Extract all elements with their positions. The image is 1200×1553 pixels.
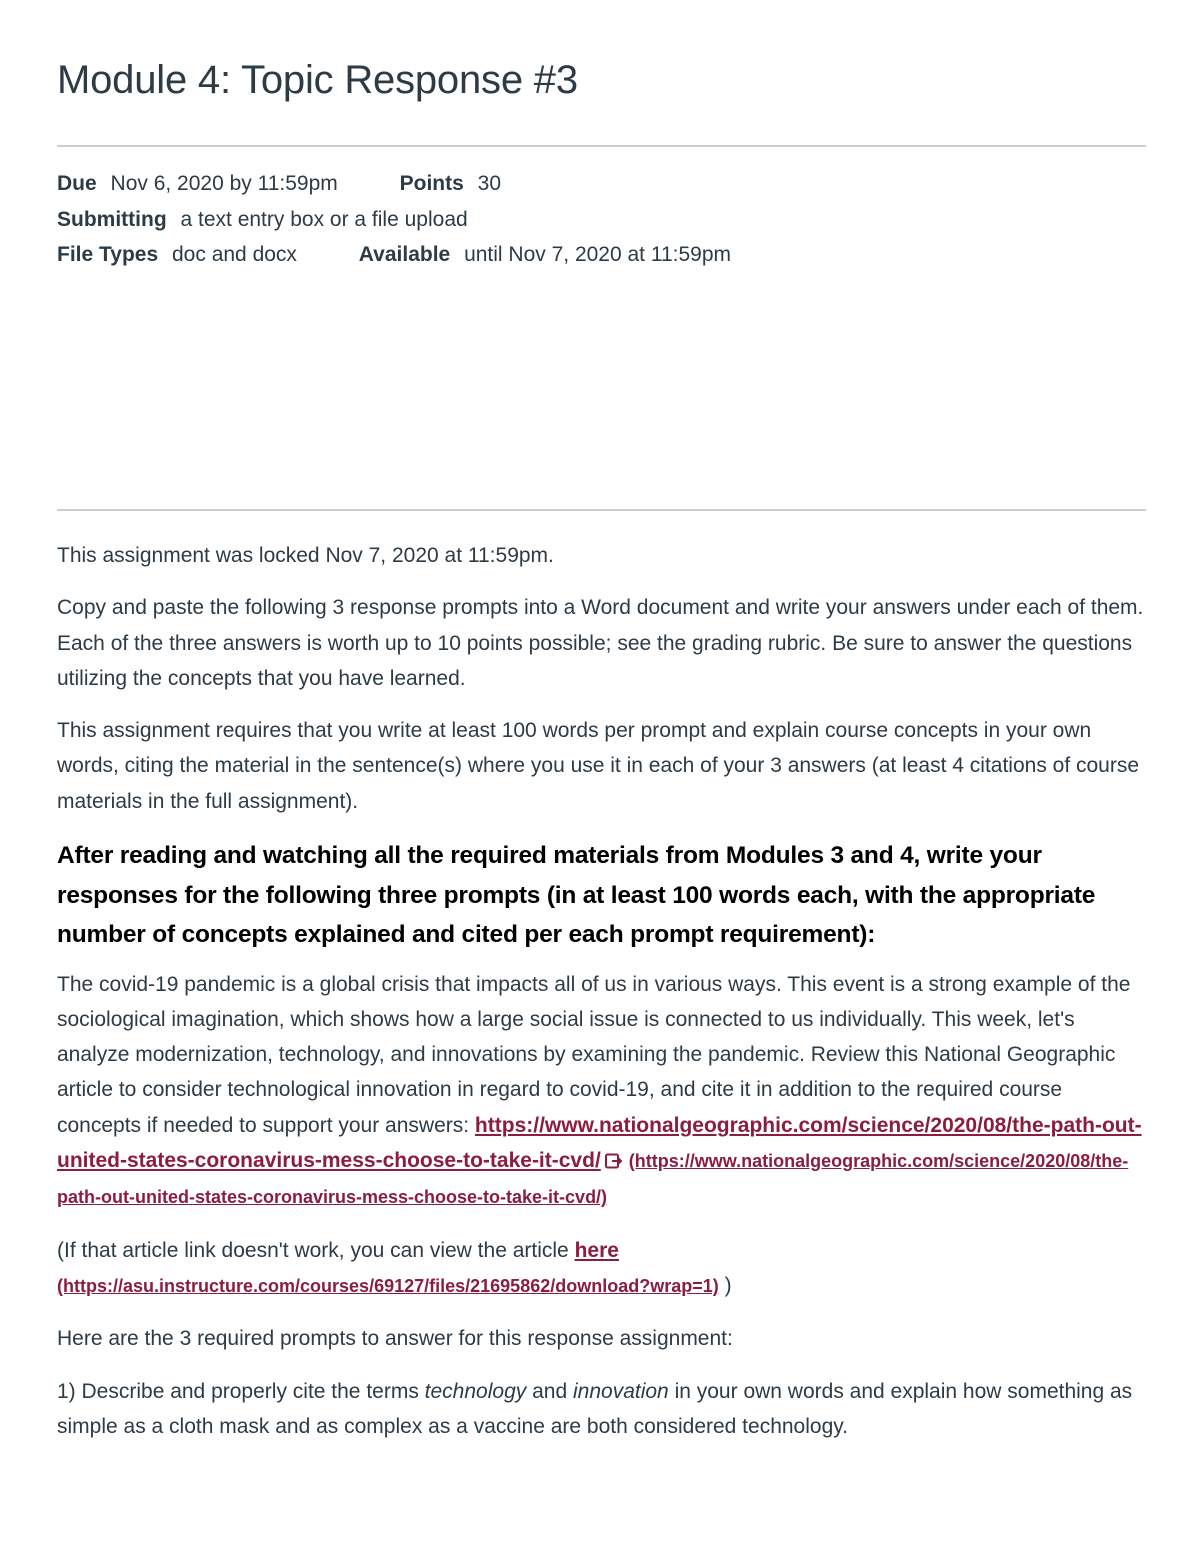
alt-prefix-text: (If that article link doesn't work, you can view the article bbox=[57, 1238, 569, 1262]
available-value: until Nov 7, 2020 at 11:59pm bbox=[464, 243, 732, 266]
prompt-1-term-innovation: innovation bbox=[572, 1379, 669, 1403]
natgeo-article-link[interactable]: https://www.nationalgeographic.com/science/2020/08/the-path-out-united-states-coronavirus-mess-choose-to-take-it-cvd/ bbox=[57, 1113, 1142, 1173]
header-divider bbox=[57, 145, 1146, 147]
details-row-submitting bbox=[57, 202, 731, 238]
covid-text: The covid-19 pandemic is a global crisis that impacts all of us in various ways. This event is a strong example of the sociological imagination, which shows how a large social issue is connected to us individually. This week, let's analyze modernization, technology, and innovations by examining the pandemic. Review this National Geographic article to consider technological innovation in regard to covid-19, and cite it in addition to the required course concepts if needed to support your answers: bbox=[57, 972, 1131, 1137]
details-row-due-points bbox=[57, 166, 731, 202]
assignment-description bbox=[57, 538, 1147, 1461]
submitting-label: Submitting bbox=[57, 207, 167, 231]
file-types-value: doc and docx bbox=[172, 243, 297, 266]
submitting-value: a text entry box or a file upload bbox=[180, 207, 468, 231]
prompts-intro: Here are the 3 required prompts to answer for this response assignment: bbox=[57, 1327, 733, 1351]
alt-article-link[interactable]: here bbox=[574, 1238, 619, 1262]
natgeo-article-url[interactable]: (https://www.nationalgeographic.com/science/2020/08/the-path-out-united-states-coronavirus-mess-choose-to-take-it-cvd/) bbox=[57, 1151, 1129, 1208]
covid-paragraph bbox=[57, 967, 1147, 1216]
assignment-details bbox=[57, 166, 731, 273]
prompt-1-term-technology: technology bbox=[424, 1379, 527, 1403]
due-label: Due bbox=[57, 172, 97, 195]
page-title: Module 4: Topic Response #3 bbox=[57, 58, 578, 102]
prompt-1-text-a: 1) Describe and properly cite the terms bbox=[57, 1379, 419, 1403]
external-link-icon[interactable] bbox=[605, 1145, 623, 1161]
alt-suffix-text: ) bbox=[724, 1273, 732, 1297]
due-value: Nov 6, 2020 by 11:59pm bbox=[110, 172, 338, 195]
prompts-heading: After reading and watching all the required materials from Modules 3 and 4, write your responses for the following three prompts (in at least 100 words each, with the appropriate number of concepts explained and cited per each prompt requirement): bbox=[57, 842, 1096, 949]
locked-notice: This assignment was locked Nov 7, 2020 at 11:59pm. bbox=[57, 544, 554, 567]
available-label: Available bbox=[358, 243, 451, 266]
alternate-link-paragraph bbox=[57, 1233, 1147, 1305]
details-divider bbox=[57, 509, 1146, 511]
prompt-1-text-c: in your own words and explain how something as simple as a cloth mask and as complex as a vaccine are both considered technology. bbox=[57, 1379, 1133, 1438]
file-types-label: File Types bbox=[57, 243, 159, 266]
instructions-paragraph: Copy and paste the following 3 response prompts into a Word document and write your answers under each of them. Each of the three answers is worth up to 10 points possible; see the grading rubric. Be sure to answer the questions utilizing the concepts that you have learned. bbox=[57, 596, 1144, 690]
points-value: 30 bbox=[477, 172, 502, 195]
requirements-paragraph: This assignment requires that you write at least 100 words per prompt and explain course concepts in your own words, citing the material in the sentence(s) where you use it in each of your 3 answers (at least 4 citations of course materials in the full assignment). bbox=[57, 719, 1140, 813]
points-label: Points bbox=[399, 172, 464, 195]
details-row-filetypes-available bbox=[57, 237, 731, 273]
alt-article-url[interactable]: (https://asu.instructure.com/courses/69127/files/21695862/download?wrap=1) bbox=[57, 1275, 719, 1296]
prompt-1 bbox=[57, 1374, 1147, 1445]
prompt-1-text-b: and bbox=[532, 1379, 568, 1403]
